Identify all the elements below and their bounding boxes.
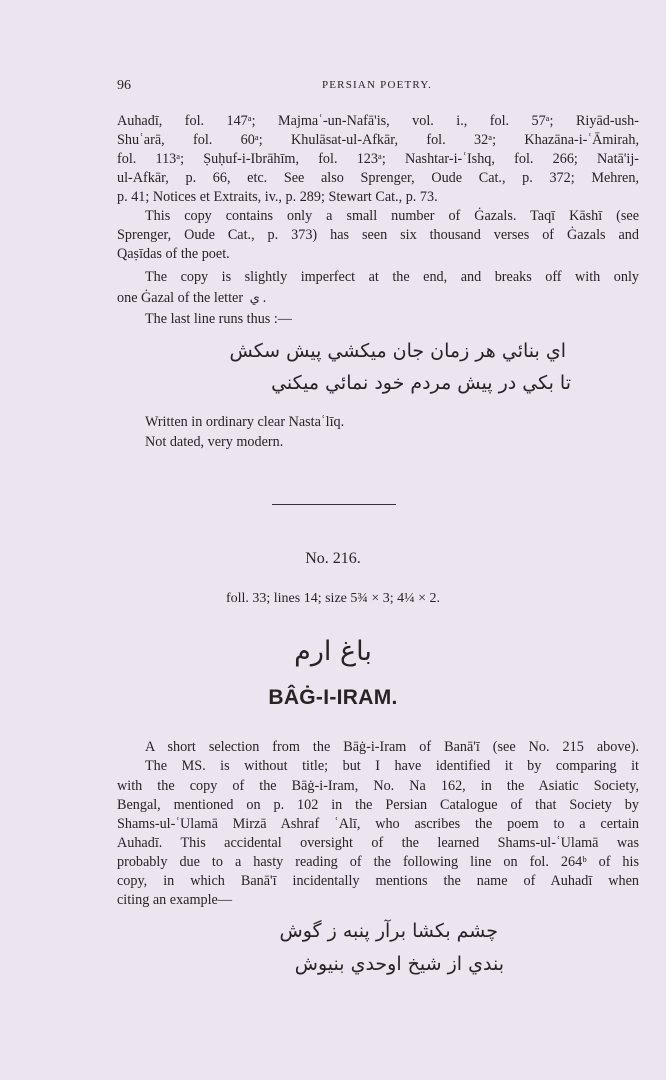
text-fragment: one Ġazal of the letter (117, 290, 244, 306)
text-line: Auhadī. This accidental oversight of the learned Shams-ul-ʿUlamā was (117, 835, 639, 851)
text-fragment: . (262, 290, 267, 306)
arabic-letter: ي (249, 291, 260, 306)
text-line: probably due to a hasty reading of the following line on fol. 264ᵇ of his (117, 854, 639, 870)
text-line: Bengal, mentioned on p. 102 in the Persian Catalogue of that Society by (117, 797, 639, 813)
text-line: The MS. is without title; but I have identified it by comparing it (145, 758, 639, 774)
running-header (117, 78, 637, 96)
persian-verse-line: اي بنائي هر زمان جان ميكشي پيش سكش (229, 340, 566, 362)
text-line: The last line runs thus :— (145, 311, 292, 327)
persian-verse-line: چشم بكشا برآر پنبه ز گوش (279, 920, 498, 942)
text-line: This copy contains only a small number of Ġazals. Taqī Kāshī (see (145, 208, 639, 224)
text-line: A short selection from the Bāġ-i-Iram of Banā'ī (see No. 215 above). (145, 739, 639, 755)
text-line: Not dated, very modern. (145, 434, 284, 450)
page-number: 96 (117, 78, 131, 93)
text-line: Shuʿarā, fol. 60ᵃ; Khulāsat-ul-Afkār, fol. 32ᵃ; Khazāna-i-ʿĀmirah, (117, 132, 639, 148)
entry-description: foll. 33; lines 14; size 5¾ × 3; 4¼ × 2. (225, 591, 441, 606)
text-line: citing an example— (117, 892, 233, 908)
text-line: Written in ordinary clear Nastaʿlīq. (145, 414, 345, 430)
section-divider (272, 504, 396, 505)
persian-verse-line: بندي از شيخ اوحدي بنيوش (294, 953, 504, 975)
text-line: The copy is slightly imperfect at the end, and breaks off with only (145, 269, 639, 285)
running-title: PERSIAN POETRY. (321, 79, 433, 91)
entry-number: No. 216. (305, 550, 361, 567)
text-line: fol. 113ᵃ; Ṣuḥuf-i-Ibrāhīm, fol. 123ᵃ; Nashtar-i-ʿIshq, fol. 266; Natā'ij- (117, 151, 639, 167)
text-line: Shams-ul-ʿUlamā Mirzā Ashraf ʿAlī, who ascribes the poem to a certain (117, 816, 639, 832)
persian-title: باغ ارم (294, 636, 372, 667)
text-line (117, 289, 639, 308)
text-line: Qaṣīdas of the poet. (117, 246, 230, 262)
text-line: ul-Afkār, p. 66, etc. See also Sprenger, Oude Cat., p. 372; Mehren, (117, 170, 639, 186)
text-line: p. 41; Notices et Extraits, iv., p. 289; Stewart Cat., p. 73. (117, 189, 438, 205)
text-line: copy, in which Banā'ī incidentally mentions the name of Auhadī when (117, 873, 639, 889)
text-line: Auhadī, fol. 147ᵃ; Majmaʿ-un-Nafā'is, vol. i., fol. 57ᵃ; Riyād-ush- (117, 113, 639, 129)
persian-verse-line: تا بكي در پيش مردم خود نمائي ميكني (271, 372, 571, 394)
text-line: Sprenger, Oude Cat., p. 373) has seen six thousand verses of Ġazals and (117, 227, 639, 243)
entry-title: BÂĠ-I-IRAM. (268, 686, 398, 709)
text-line: with the copy of the Bāġ-i-Iram, No. Na 162, in the Asiatic Society, (117, 778, 639, 794)
